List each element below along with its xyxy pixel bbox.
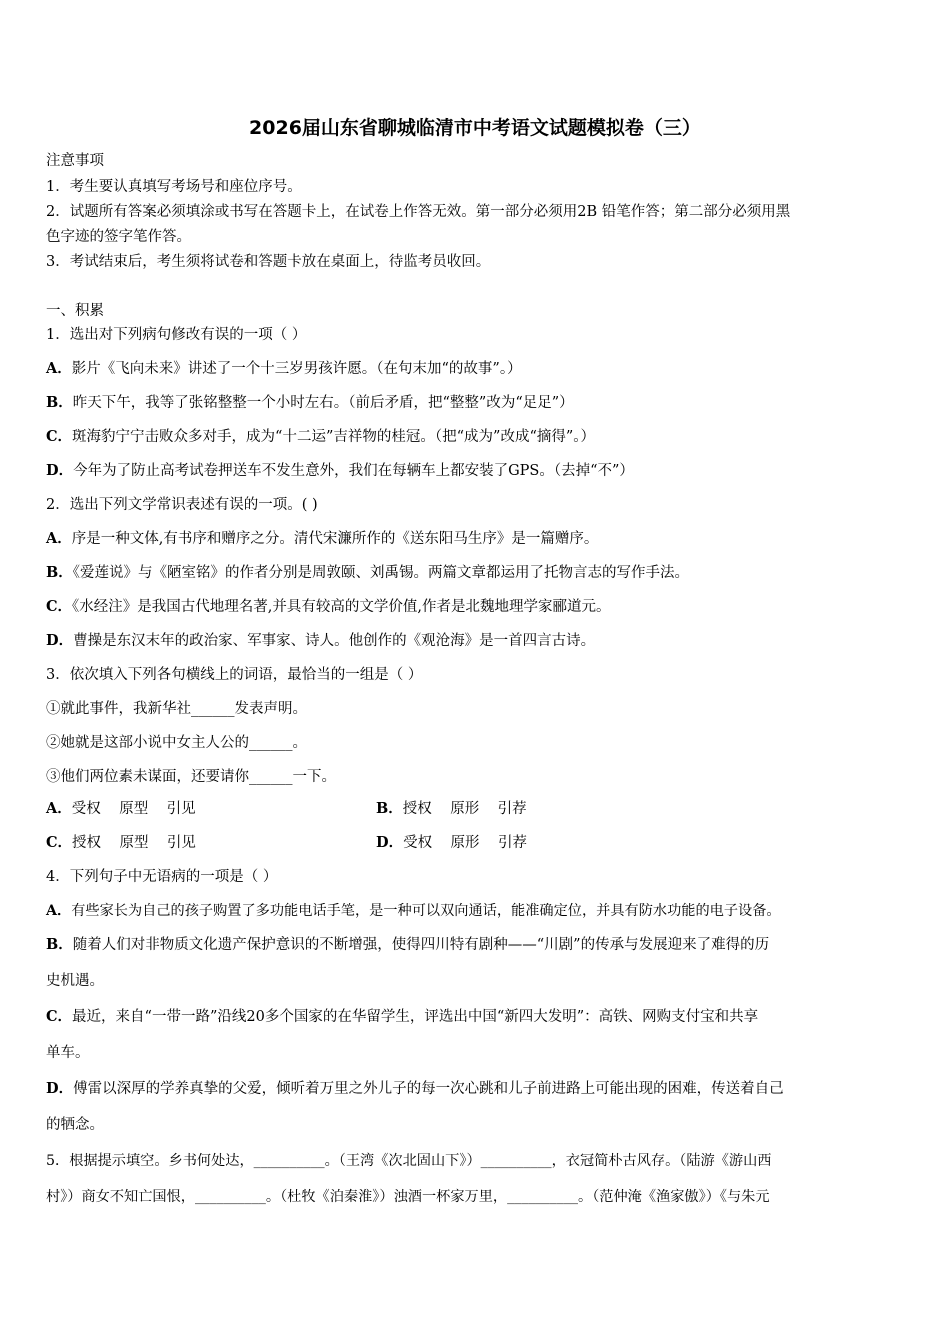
option-text: 的牺念。 <box>46 1117 104 1133</box>
option <box>376 833 527 853</box>
option-label: B． <box>46 564 73 581</box>
notice-item: 1．考生要认真填写考场号和座位序号。 <box>46 179 302 195</box>
option-text: 授权 原形 引荐 <box>402 801 527 817</box>
option-continued <box>46 1115 908 1135</box>
option-continued <box>46 1043 908 1063</box>
option <box>46 631 908 651</box>
option <box>46 1079 908 1099</box>
option <box>46 1007 908 1027</box>
option-text: 今年为了防止高考试卷押送车不发生意外，我们在每辆车上都安装了GPS。（去掉“不”） <box>73 463 634 479</box>
option-label: A． <box>46 530 72 547</box>
option <box>46 359 908 379</box>
option <box>376 799 527 819</box>
option-text: 《爱莲说》与《陋室铭》的作者分别是周敦颐、刘禹锡。两篇文章都运用了托物言志的写作手法。 <box>72 565 690 581</box>
notice-heading: 注意事项 <box>46 153 104 169</box>
option-text: 有些家长为自己的孩子购置了多功能电话手笔，是一种可以双向通话，能准确定位，并具有防水功能的电子设备。 <box>71 903 781 919</box>
option <box>46 427 908 447</box>
option-text: 斑海豹宁宁击败众多对手，成为“十二运”吉祥物的桂冠。（把“成为”改成“摘得”。） <box>72 429 596 445</box>
option-text: 最近，来自“一带一路”沿线20多个国家的在华留学生，评选出中国“新四大发明”：高铁、网购支付宝和共享 <box>72 1009 759 1025</box>
question-text: 村》）商女不知亡国恨，__________。（杜牧《泊秦淮》）浊酒一杯家万里，__________。（范仲淹《渔家傲》）《与朱元 <box>46 1189 770 1205</box>
option-row <box>46 799 908 819</box>
option <box>46 597 908 617</box>
option <box>46 529 908 549</box>
section-heading: 一、积累 <box>46 303 104 319</box>
notice-item: 色字迹的签字笔作答。 <box>46 229 191 245</box>
option-label: B． <box>46 936 73 953</box>
option-label: C． <box>46 1008 73 1025</box>
fill-sentence: ③他们两位素未谋面，还要请你______一下。 <box>46 769 336 785</box>
option-text: 受权 原型 引见 <box>71 801 196 817</box>
option <box>46 935 908 955</box>
option-label: C． <box>46 834 73 851</box>
fill-sentence: ②她就是这部小说中女主人公的______。 <box>46 735 307 751</box>
option-label: A． <box>46 903 72 919</box>
option <box>46 901 908 921</box>
option-label: A． <box>46 800 72 817</box>
option <box>46 393 908 413</box>
option-text: 昨天下午，我等了张铭整整一个小时左右。（前后矛盾，把“整整”改为“足足”） <box>72 395 574 411</box>
notice-item: 2．试题所有答案必须填涂或书写在答题卡上，在试卷上作答无效。第一部分必须用2B 铅笔作答；第二部分必须用黑 <box>46 204 791 220</box>
page-title: 2026届山东省聊城临清市中考语文试题模拟卷（三） <box>249 117 701 139</box>
option-text: 单车。 <box>46 1045 90 1061</box>
option-label: D． <box>46 462 74 479</box>
question-stem: 5．根据提示填空。乡书何处达，__________。（王湾《次北固山下》）__________，衣冠简朴古风存。（陆游《游山西 <box>46 1153 772 1169</box>
option-label: D． <box>376 834 404 851</box>
question-stem: 1．选出对下列病句修改有误的一项（ ） <box>46 327 307 343</box>
option-label: B． <box>376 800 403 817</box>
option-text: 影片《飞向未来》讲述了一个十三岁男孩许愿。（在句末加“的故事”。） <box>71 361 522 377</box>
option-text: 授权 原型 引见 <box>72 835 196 851</box>
option-row <box>46 833 908 853</box>
option-label: D． <box>46 632 74 649</box>
option-text: 傅雷以深厚的学养真挚的父爱，倾听着万里之外儿子的每一次心跳和儿子前进路上可能出现的困难，传送着自己 <box>73 1081 784 1097</box>
option-label: D． <box>46 1080 74 1097</box>
question-stem: 2．选出下列文学常识表述有误的一项。( ) <box>46 497 318 513</box>
option <box>46 461 908 481</box>
fill-sentence: ①就此事件，我新华社______发表声明。 <box>46 701 307 717</box>
option-text: 史机遇。 <box>46 973 104 989</box>
option-label: A． <box>46 360 72 377</box>
option-text: 随着人们对非物质文化遗产保护意识的不断增强，使得四川特有剧种——“川剧”的传承与发展迎来了难得的历 <box>72 937 770 953</box>
option-continued <box>46 971 908 991</box>
option-text: 受权 原形 引荐 <box>403 835 527 851</box>
question-stem: 4．下列句子中无语病的一项是（ ） <box>46 869 278 885</box>
option-label: B． <box>46 394 73 411</box>
option-label: C． <box>46 598 73 615</box>
question-stem: 3．依次填入下列各句横线上的词语，最恰当的一组是（ ） <box>46 667 423 683</box>
notice-item: 3．考试结束后，考生须将试卷和答题卡放在桌面上，待监考员收回。 <box>46 254 491 270</box>
option-label: C． <box>46 428 73 445</box>
option-text: 序是一种文体,有书序和赠序之分。清代宋濂所作的《送东阳马生序》是一篇赠序。 <box>71 531 599 547</box>
option-text: 《水经注》是我国古代地理名著,并具有较高的文学价值,作者是北魏地理学家郦道元。 <box>72 599 611 615</box>
option-text: 曹操是东汉末年的政治家、军事家、诗人。他创作的《观沧海》是一首四言古诗。 <box>73 633 596 649</box>
option <box>46 563 908 583</box>
